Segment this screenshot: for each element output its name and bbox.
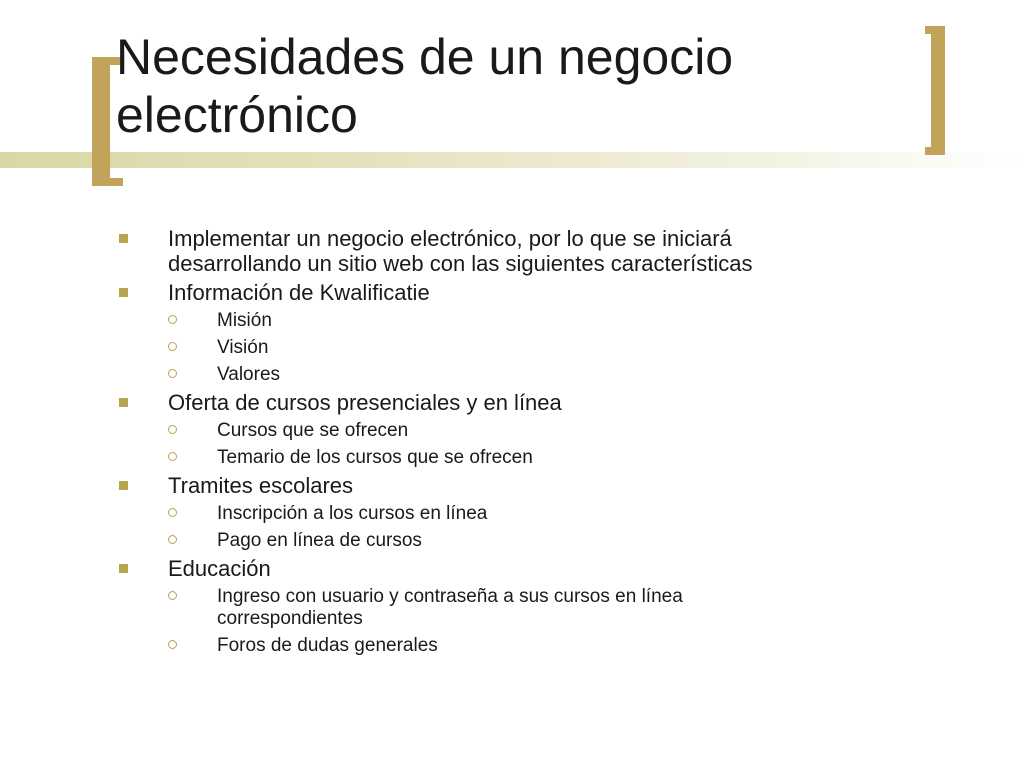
list-item-text: Tramites escolares — [168, 473, 354, 498]
sub-list-item — [0, 530, 817, 552]
slide-title: Necesidades de un negocio electrónico — [116, 29, 734, 143]
sub-list-item — [0, 364, 817, 386]
sub-list-item — [0, 447, 817, 469]
circle-bullet-icon — [168, 535, 177, 544]
circle-bullet-icon — [168, 452, 177, 461]
sub-list-item — [0, 310, 817, 332]
list-item — [0, 556, 848, 581]
sub-list-item — [0, 503, 817, 525]
sub-list-item-text: Temario de los cursos que se ofrecen — [217, 447, 533, 468]
list-item-text: Educación — [168, 556, 271, 581]
square-bullet-icon — [119, 564, 128, 573]
list-item — [0, 390, 848, 415]
list-item — [0, 280, 848, 305]
sub-list-item — [0, 635, 817, 657]
circle-bullet-icon — [168, 342, 177, 351]
sub-list-item — [0, 337, 817, 359]
sub-list-item — [0, 586, 817, 630]
list-item-text: Oferta de cursos presenciales y en línea — [168, 390, 562, 415]
square-bullet-icon — [119, 481, 128, 490]
square-bullet-icon — [119, 288, 128, 297]
circle-bullet-icon — [168, 591, 177, 600]
circle-bullet-icon — [168, 640, 177, 649]
list-item — [0, 473, 848, 498]
sub-list-item-text: Pago en línea de cursos — [217, 530, 422, 551]
list-item-text: Implementar un negocio electrónico, por lo que se iniciará desarrollando un sitio web con las siguientes características — [168, 226, 753, 276]
sub-list-item-text: Valores — [217, 364, 281, 385]
circle-bullet-icon — [168, 369, 177, 378]
header-band — [0, 152, 1024, 168]
list-item-text: Información de Kwalificatie — [168, 280, 430, 305]
sub-list-item-text: Misión — [217, 310, 272, 331]
square-bullet-icon — [119, 234, 128, 243]
list-item — [0, 226, 848, 276]
sub-list-item-text: Foros de dudas generales — [217, 635, 438, 656]
square-bullet-icon — [119, 398, 128, 407]
sub-list-item-text: Ingreso con usuario y contraseña a sus cursos en línea correspondientes — [217, 586, 683, 629]
sub-list-item-text: Inscripción a los cursos en línea — [217, 503, 488, 524]
circle-bullet-icon — [168, 425, 177, 434]
sub-list-item-text: Visión — [217, 337, 269, 358]
sub-list-item — [0, 420, 817, 442]
circle-bullet-icon — [168, 508, 177, 517]
sub-list-item-text: Cursos que se ofrecen — [217, 420, 409, 441]
bullet-list — [0, 222, 1024, 657]
circle-bullet-icon — [168, 315, 177, 324]
